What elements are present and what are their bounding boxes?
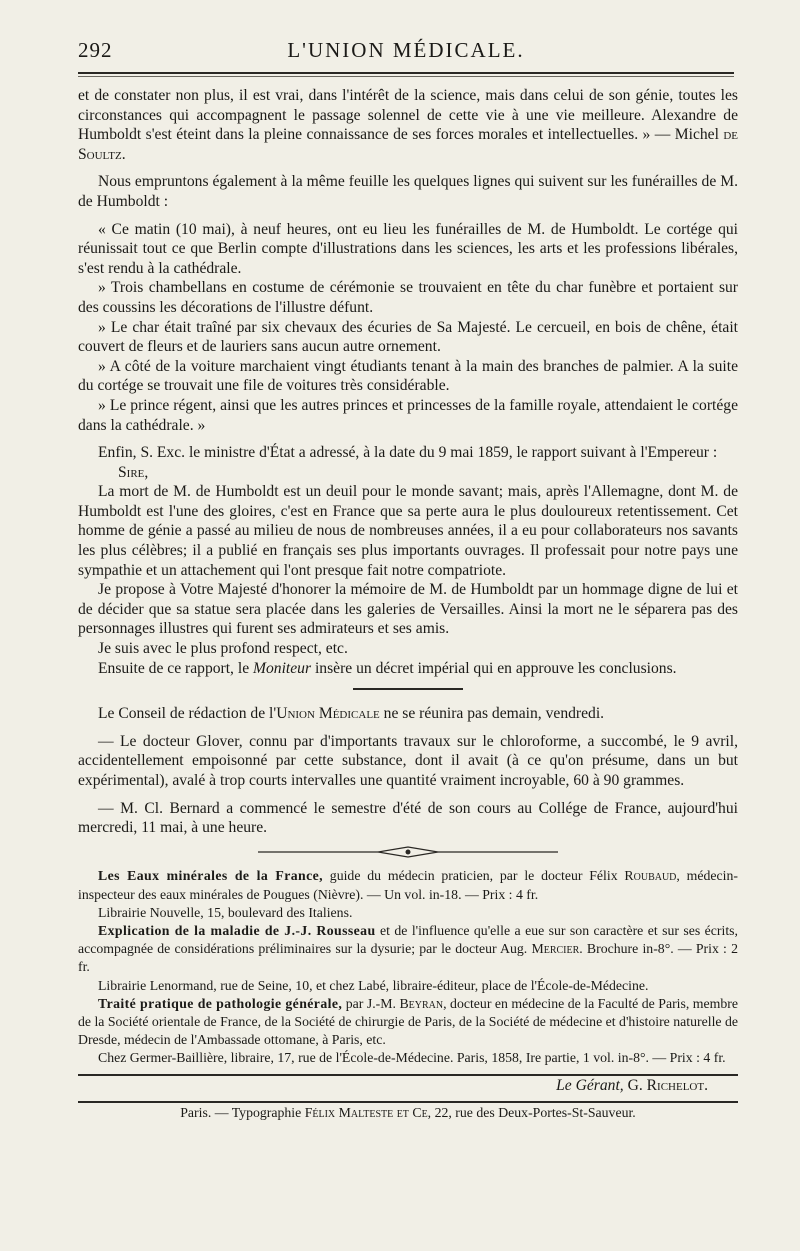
salutation-sire: Sire, [118, 463, 149, 481]
author-signature: de Soultz. [78, 126, 738, 163]
quote-funeral-1: « Ce matin (10 mai), à neuf heures, ont eu lieu les funérailles de M. de Humboldt. Le cortége qui réunissait tout ce que Berlin compte d'illustrations dans les sciences, les arts et les professions libérales, s'est rendu à la cathédrale. [78, 220, 738, 277]
book-notice: Les Eaux minérales de la France, guide du médecin praticien, par le docteur Félix Roubaud, médecin-inspecteur des eaux minérales de Pougues (Nièvre). — Un vol. in-18. — Prix : 4 fr. [78, 868, 738, 902]
ornament-rule-icon [258, 845, 558, 859]
paragraph-humboldt-close: et de constater non plus, il est vrai, dans l'intérêt de la science, mais dans celui de son génie, toutes les circonstances qui accompagnent le passage solennel de cette vie à une vie meilleure. Alexandre de Humboldt s'est éteint dans la pleine connaissance de ses forces morales et intellectuelles. » — Michel de Soultz. [78, 87, 738, 163]
quote-funeral-3: » Le char était traîné par six chevaux des écuries de Sa Majesté. Le cercueil, en bois de chêne, était couvert de fleurs et de lauriers sans aucun autre ornement. [78, 318, 738, 356]
notice-glover: — Le docteur Glover, connu par d'importants travaux sur le chloroforme, a succombé, le 9 avril, accidentellement empoisonné par cette substance, dont il avait (à ce qu'on présume, dans un but expérimental), avalé à trop courts intervalles une quantité vraiment incroyable, 60 à 90 grammes. [78, 732, 738, 789]
article-body [78, 86, 738, 1123]
header-rule-thin [78, 76, 734, 77]
book-publisher: Chez Germer-Baillière, libraire, 17, rue de l'École-de-Médecine. Paris, 1858, Ire partie, 1 vol. in-8°. — Prix : 4 fr. [98, 1050, 726, 1066]
page-number: 292 [78, 38, 113, 62]
decree-paragraph: Ensuite de ce rapport, le Moniteur insère un décret impérial qui en approuve les conclusions. [98, 659, 677, 677]
notice-council: Le Conseil de rédaction de l'Union Médicale ne se réunira pas demain, vendredi. [98, 705, 605, 723]
quote-funeral-2: » Trois chambellans en costume de cérémonie se trouvaient en tête du char funèbre et portaient sur des coussins les décorations de l'illustre défunt. [78, 279, 738, 316]
printer-imprint: Paris. — Typographie Félix Malteste et Ce, 22, rue des Deux-Portes-St-Sauveur. [180, 1105, 636, 1121]
quote-funeral-5: » Le prince régent, ainsi que les autres princes et princesses de la famille royale, attendaient le cortége dans la cathédrale. » [78, 396, 738, 434]
quote-funeral-4: » A côté de la voiture marchaient vingt étudiants tenant à la main des branches de palmier. A la suite du cortége se trouvait une file de voitures très considérable. [78, 357, 738, 395]
paragraph-funeral-intro: Nous empruntons également à la même feuille les quelques lignes qui suivent sur les funérailles de M. de Humboldt : [78, 173, 738, 210]
manager-signature: Le Gérant, G. Richelot. [556, 1076, 708, 1094]
report-paragraph-1: La mort de M. de Humboldt est un deuil pour le monde savant; mais, après l'Allemagne, dont M. de Humboldt est l'une des gloires, c'est en France que sa perte aura le plus douloureux retentissement. Cet homme de génie a passé au milieu de nous de nombreuses années, il a eu pour collaborateurs nos savants les plus célèbres; il a publié en français ses plus importants ouvrages. Il professait pour notre pays une sympathie et un attachement qui l'ont presque fait notre compatriote. [78, 483, 738, 579]
paragraph-minister-report: Enfin, S. Exc. le ministre d'État a adressé, à la date du 9 mai 1859, le rapport suivant à l'Empereur : [98, 444, 718, 462]
book-publisher: Librairie Lenormand, rue de Seine, 10, et chez Labé, libraire-éditeur, place de l'École-de-Médecine. [98, 977, 649, 993]
notice-bernard: — M. Cl. Bernard a commencé le semestre d'été de son cours au Collége de France, aujourd'hui mercredi, 11 mai, à une heure. [78, 799, 738, 837]
book-notice: Explication de la maladie de J.-J. Rousseau et de l'influence qu'elle a eue sur son caractère et sur ses écrits, accompagnée de considérations préliminaires sur la dysurie; par le docteur Aug. Mercier. Brochure in-8°. — Prix : 2 fr. [78, 922, 738, 975]
report-paragraph-2: Je propose à Votre Majesté d'honorer la mémoire de M. de Humboldt par un hommage digne de lui et de décider que sa statue sera placée dans les galeries de Versailles. Ainsi la mort ne le séparera pas des personnages illustres qui furent ses admirateurs et ses amis. [78, 581, 738, 638]
book-publisher: Librairie Nouvelle, 15, boulevard des Italiens. [98, 904, 353, 920]
page-header [78, 38, 734, 68]
running-title: L'UNION MÉDICALE. [287, 38, 525, 62]
header-rule [78, 72, 734, 74]
ornamental-divider [78, 842, 738, 862]
section-divider [353, 688, 463, 690]
report-closing: Je suis avec le plus profond respect, etc. [98, 640, 348, 658]
book-notices [78, 867, 738, 1067]
book-notice: Traité pratique de pathologie générale, par J.-M. Beyran, docteur en médecine de la Faculté de Paris, membre de la Société orientale de France, de la Société de chirurgie de Paris, de la Société de médecine et d'histoire naturelle de Dresde, médecin de l'Ambassade ottomane, à Paris, etc. [78, 995, 738, 1048]
